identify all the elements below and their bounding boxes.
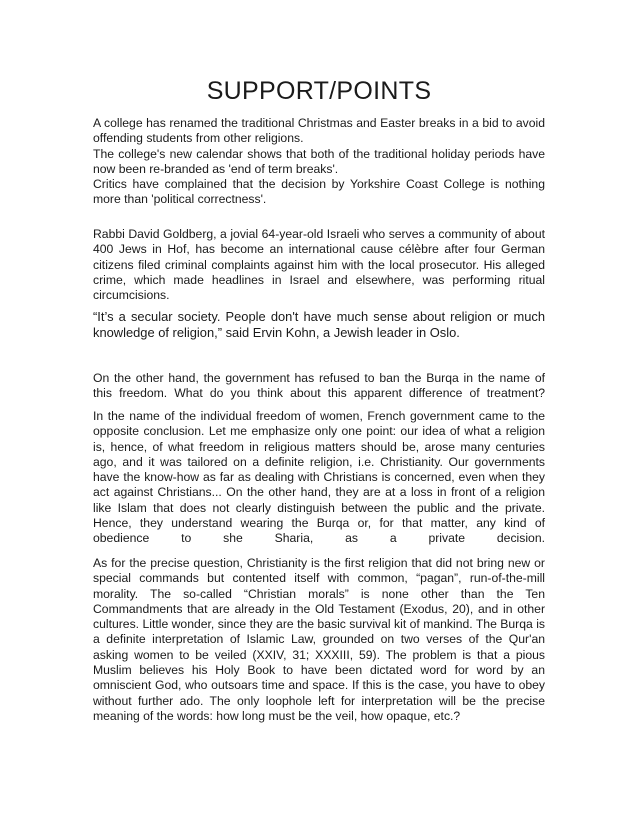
answer-paragraph-2: As for the precise question, Christianity is the first religion that did not bring new or special commands but contented itself with common, “pagan”, run-of-the-mill morality. The so-called “Christian morals” is none other than the Ten Commandments that are already in the Old Testament (Exodus, 20), and in other cultures. Little wonder, since they are the basic survival kit of mankind. The Burqa is a definite interpretation of Islamic Law, grounded on two verses of the Qur'an asking women to be veiled (XXIV, 31; XXXIII, 59). The problem is that a pious Muslim believes his Holy Book to have been dictated word for word by an omniscient God, who outsoars time and space. If this is the case, you have to obey without further ado. The only loophole left for interpretation will be the precise meaning of the words: how long must be the veil, how opaque, etc.?: [93, 556, 545, 723]
page-title: SUPPORT/POINTS: [206, 77, 432, 105]
intro-section: [93, 116, 545, 208]
question-paragraph: On the other hand, the government has refused to ban the Burqa in the name of this freedom. What do you think about this apparent difference of treatment?: [93, 371, 545, 401]
quote-paragraph: “It’s a secular society. People don't have much sense about religion or much knowledge of religion,” said Ervin Kohn, a Jewish leader in Oslo.: [93, 309, 545, 340]
intro-paragraph-3: Critics have complained that the decision by Yorkshire Coast College is nothing more than 'political correctness'.: [93, 177, 545, 207]
answer-section-1: [93, 409, 545, 547]
rabbi-section: [93, 227, 545, 303]
intro-paragraph-2: The college's new calendar shows that both of the traditional holiday periods have now been re-branded as 'end of term breaks'.: [93, 146, 545, 176]
intro-paragraph-1: A college has renamed the traditional Christmas and Easter breaks in a bid to avoid offending students from other religions.: [93, 116, 545, 146]
answer-section-2: [93, 556, 545, 724]
answer-paragraph-1: In the name of the individual freedom of women, French government came to the opposite conclusion. Let me emphasize only one point: our idea of what a religion is, hence, of what freedom in religious matters should be, arose many centuries ago, and it was tailored on a definite religion, i.e. Christianity. Our governments have the know-how as far as dealing with Christians is concerned, even when they act against Christians... On the other hand, they are at a loss in front of a religion like Islam that does not clearly distinguish between the public and the private. Hence, they understand wearing the Burqa or, for that matter, any kind of obedience to she Sharia, as a private decision.: [93, 409, 545, 546]
question-section: [93, 371, 545, 402]
rabbi-paragraph: Rabbi David Goldberg, a jovial 64-year-old Israeli who serves a community of about 400 Jews in Hof, has become an international cause célèbre after four German citizens filed criminal complaints against him with the local prosecutor. His alleged crime, which made headlines in Israel and elsewhere, was performing ritual circumcisions.: [93, 227, 545, 303]
quote-section: [93, 309, 545, 341]
